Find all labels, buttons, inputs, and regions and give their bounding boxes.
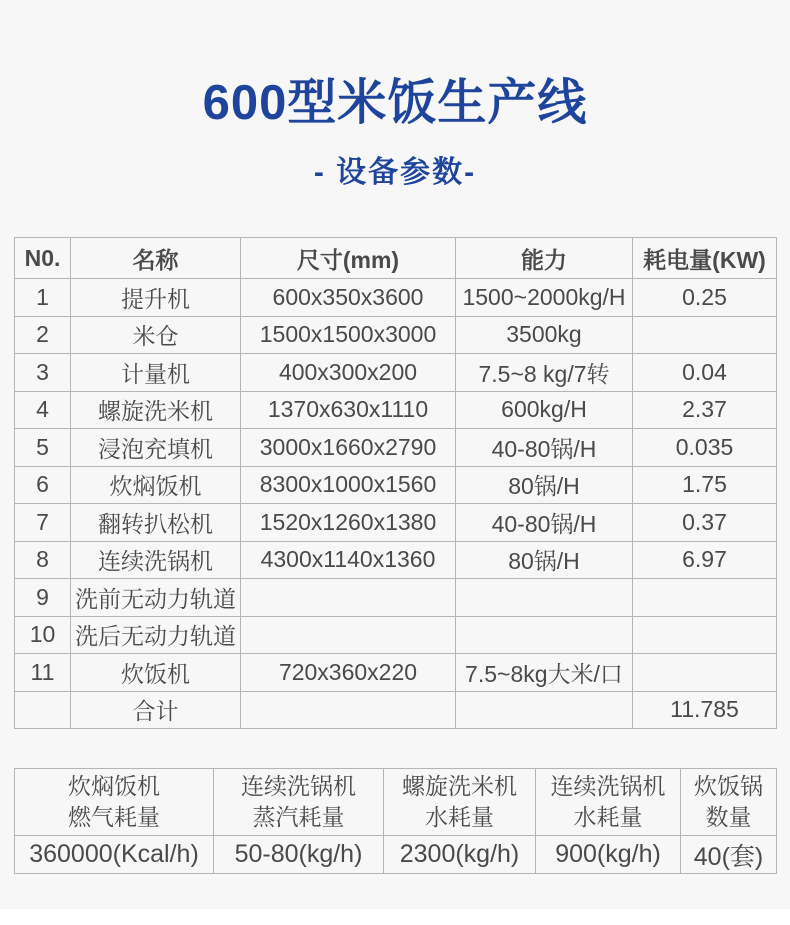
page-title: 600型米饭生产线 — [202, 76, 588, 130]
consumption-table — [14, 768, 777, 874]
page-subtitle: - 设备参数- — [313, 156, 477, 189]
header-power: 耗电量(KW) — [633, 238, 777, 279]
cell-capacity: 40-80锅/H — [456, 504, 633, 542]
table-header-row — [15, 238, 777, 279]
header-capacity: 能力 — [456, 238, 633, 279]
table-row — [15, 316, 777, 354]
cell-no: 4 — [15, 391, 71, 429]
equipment-parameters-table — [14, 237, 777, 729]
cell-no: 10 — [15, 616, 71, 654]
cell-name: 炊焖饭机 — [71, 466, 241, 504]
cell-name: 合计 — [71, 691, 241, 729]
cell-size: 600x350x3600 — [241, 279, 456, 317]
cell-no: 6 — [15, 466, 71, 504]
cell-no: 5 — [15, 429, 71, 467]
consumption-header-pot-count: 炊饭锅 数量 — [681, 769, 777, 836]
consumption-header-gas: 炊焖饭机 燃气耗量 — [15, 769, 214, 836]
cell-power — [633, 579, 777, 617]
cell-power — [633, 654, 777, 692]
cell-name: 炊饭机 — [71, 654, 241, 692]
cell-name: 提升机 — [71, 279, 241, 317]
cell-power: 11.785 — [633, 691, 777, 729]
cell-size: 1370x630x1110 — [241, 391, 456, 429]
table-row-total — [15, 691, 777, 729]
cell-no: 3 — [15, 354, 71, 392]
cell-capacity: 80锅/H — [456, 466, 633, 504]
cell-no — [15, 691, 71, 729]
table-row — [15, 466, 777, 504]
cell-name: 洗前无动力轨道 — [71, 579, 241, 617]
consumption-value-gas: 360000(Kcal/h) — [15, 836, 214, 874]
cell-power: 0.035 — [633, 429, 777, 467]
cell-power: 2.37 — [633, 391, 777, 429]
cell-capacity — [456, 616, 633, 654]
cell-power — [633, 316, 777, 354]
cell-capacity: 7.5~8 kg/7转 — [456, 354, 633, 392]
consumption-header-steam: 连续洗锅机 蒸汽耗量 — [214, 769, 384, 836]
cell-power: 6.97 — [633, 541, 777, 579]
cell-no: 2 — [15, 316, 71, 354]
cell-size: 1520x1260x1380 — [241, 504, 456, 542]
cell-name: 螺旋洗米机 — [71, 391, 241, 429]
consumption-value-pot-count: 40(套) — [681, 836, 777, 874]
consumption-value-water-potwasher: 900(kg/h) — [536, 836, 681, 874]
table-row — [15, 354, 777, 392]
cell-power: 0.25 — [633, 279, 777, 317]
consumption-value-steam: 50-80(kg/h) — [214, 836, 384, 874]
cell-capacity: 1500~2000kg/H — [456, 279, 633, 317]
table-row — [15, 616, 777, 654]
cell-power: 0.37 — [633, 504, 777, 542]
cell-power: 1.75 — [633, 466, 777, 504]
cell-size — [241, 579, 456, 617]
cell-capacity: 3500kg — [456, 316, 633, 354]
consumption-value-row — [15, 836, 777, 874]
consumption-header-water-potwasher: 连续洗锅机 水耗量 — [536, 769, 681, 836]
cell-capacity: 7.5~8kg大米/口 — [456, 654, 633, 692]
cell-name: 米仓 — [71, 316, 241, 354]
cell-capacity: 600kg/H — [456, 391, 633, 429]
cell-capacity: 40-80锅/H — [456, 429, 633, 467]
table-row — [15, 429, 777, 467]
header-size: 尺寸(mm) — [241, 238, 456, 279]
consumption-header-water-washer: 螺旋洗米机 水耗量 — [384, 769, 536, 836]
table-row — [15, 391, 777, 429]
cell-name: 浸泡充填机 — [71, 429, 241, 467]
cell-name: 计量机 — [71, 354, 241, 392]
cell-power — [633, 616, 777, 654]
cell-size: 720x360x220 — [241, 654, 456, 692]
header-no: N0. — [15, 238, 71, 279]
cell-name: 连续洗锅机 — [71, 541, 241, 579]
cell-no: 7 — [15, 504, 71, 542]
cell-capacity — [456, 691, 633, 729]
cell-size — [241, 616, 456, 654]
cell-size: 400x300x200 — [241, 354, 456, 392]
cell-name: 洗后无动力轨道 — [71, 616, 241, 654]
cell-size: 8300x1000x1560 — [241, 466, 456, 504]
cell-capacity: 80锅/H — [456, 541, 633, 579]
header-name: 名称 — [71, 238, 241, 279]
cell-no: 11 — [15, 654, 71, 692]
cell-capacity — [456, 579, 633, 617]
cell-size: 1500x1500x3000 — [241, 316, 456, 354]
cell-size: 3000x1660x2790 — [241, 429, 456, 467]
cell-size: 4300x1140x1360 — [241, 541, 456, 579]
cell-size — [241, 691, 456, 729]
table-row — [15, 541, 777, 579]
table-row — [15, 279, 777, 317]
table-row — [15, 654, 777, 692]
consumption-header-row — [15, 769, 777, 836]
table-row — [15, 504, 777, 542]
cell-no: 8 — [15, 541, 71, 579]
cell-no: 1 — [15, 279, 71, 317]
cell-power: 0.04 — [633, 354, 777, 392]
footer-white-strip — [0, 909, 790, 925]
cell-no: 9 — [15, 579, 71, 617]
cell-name: 翻转扒松机 — [71, 504, 241, 542]
table-row — [15, 579, 777, 617]
consumption-value-water-washer: 2300(kg/h) — [384, 836, 536, 874]
